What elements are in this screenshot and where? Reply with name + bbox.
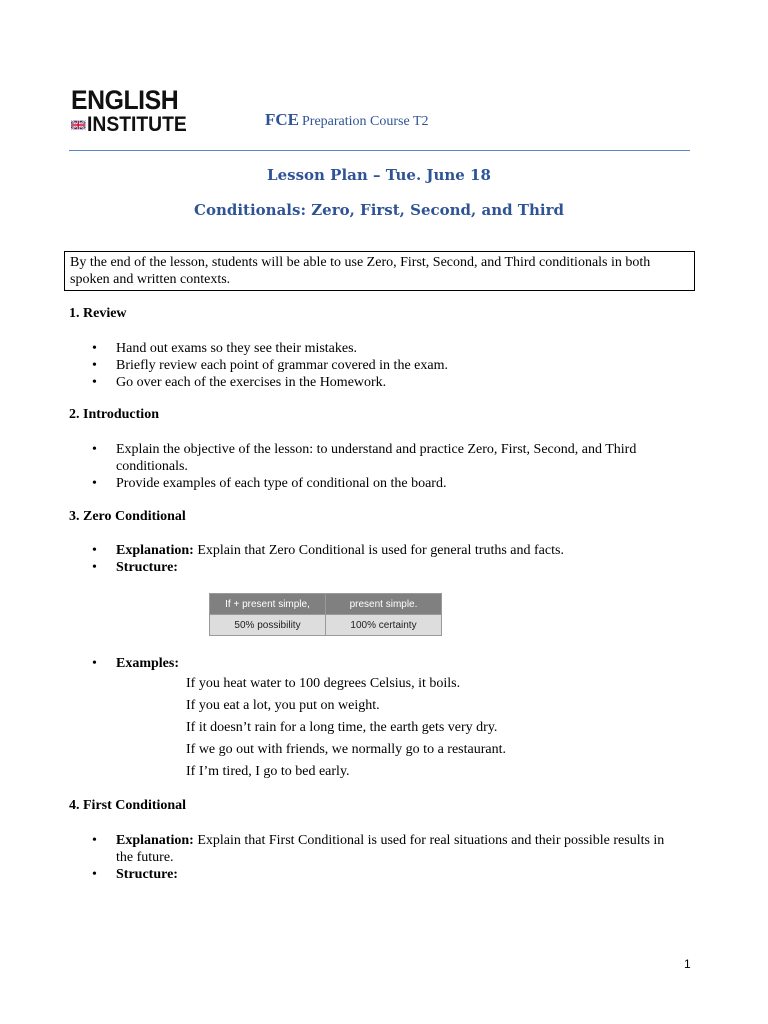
list-item <box>92 542 672 559</box>
list-item <box>92 655 672 672</box>
bullet-icon: • <box>92 560 97 575</box>
list-item <box>92 340 672 357</box>
zero-conditional-bullets <box>92 542 672 576</box>
logo-line-english: ENGLISH <box>71 85 179 115</box>
examples-bullet <box>92 655 672 672</box>
logo-bottom-row <box>71 114 195 136</box>
structure-label: Structure: <box>116 560 178 575</box>
review-bullets <box>92 340 672 391</box>
list-item-text: Hand out exams so they see their mistakes. <box>116 341 358 356</box>
list-item <box>92 374 672 391</box>
examples-list <box>186 673 506 783</box>
example-sentence: If I’m tired, I go to bed early. <box>186 764 350 779</box>
english-institute-logo <box>71 87 195 137</box>
table-header-row <box>210 594 442 615</box>
example-sentence: If you eat a lot, you put on weight. <box>186 698 380 713</box>
bullet-icon: • <box>92 833 97 848</box>
list-item-text: Briefly review each point of grammar covered in the exam. <box>116 358 448 373</box>
course-name: Preparation Course T2 <box>302 114 429 129</box>
logo-line-institute: INSTITUTE <box>86 113 187 136</box>
explanation-label: Explanation: <box>116 543 194 558</box>
examples-label: Examples: <box>116 656 179 671</box>
bullet-icon: • <box>92 442 97 457</box>
list-item-text: Provide examples of each type of conditional on the board. <box>116 476 447 491</box>
bullet-icon: • <box>92 656 97 671</box>
table-header-cell: If + present simple, <box>210 594 326 615</box>
list-item <box>92 357 672 374</box>
list-item <box>92 475 672 492</box>
structure-label: Structure: <box>116 867 178 882</box>
zero-conditional-structure-table <box>209 593 442 636</box>
bullet-icon: • <box>92 867 97 882</box>
bullet-icon: • <box>92 543 97 558</box>
section-heading-first-conditional: 4. First Conditional <box>69 798 187 813</box>
section-heading-zero-conditional: 3. Zero Conditional <box>69 509 186 524</box>
list-item-text: Explain the objective of the lesson: to understand and practice Zero, First, Second, and Third conditionals. <box>116 442 637 474</box>
lesson-subtitle: Conditionals: Zero, First, Second, and Third <box>194 201 564 219</box>
list-item <box>92 559 672 576</box>
table-row <box>210 615 442 636</box>
explanation-text: Explain that First Conditional is used for real situations and their possible results in the future. <box>116 833 665 865</box>
bullet-icon: • <box>92 476 97 491</box>
objective-box: By the end of the lesson, students will be able to use Zero, First, Second, and Third conditionals in both spoken and written contexts. <box>64 251 695 291</box>
bullet-icon: • <box>92 341 97 356</box>
course-header <box>265 110 429 130</box>
section-heading-introduction: 2. Introduction <box>69 407 159 422</box>
list-item <box>92 441 672 475</box>
union-jack-flag-icon <box>71 115 86 135</box>
section-heading-review: 1. Review <box>69 306 127 321</box>
explanation-text: Explain that Zero Conditional is used for general truths and facts. <box>193 543 564 558</box>
table-header-cell: present simple. <box>326 594 442 615</box>
list-item <box>92 832 672 866</box>
lesson-title: Lesson Plan – Tue. June 18 <box>267 166 491 184</box>
table-cell: 50% possibility <box>210 615 326 636</box>
header-divider <box>69 150 690 151</box>
bullet-icon: • <box>92 375 97 390</box>
example-sentence: If we go out with friends, we normally go to a restaurant. <box>186 742 506 757</box>
bullet-icon: • <box>92 358 97 373</box>
page-number: 1 <box>684 957 691 971</box>
example-sentence: If it doesn’t rain for a long time, the earth gets very dry. <box>186 720 498 735</box>
explanation-label: Explanation: <box>116 833 194 848</box>
first-conditional-bullets <box>92 832 672 883</box>
introduction-bullets <box>92 441 672 492</box>
table-cell: 100% certainty <box>326 615 442 636</box>
example-sentence: If you heat water to 100 degrees Celsius, it boils. <box>186 676 461 691</box>
list-item-text: Go over each of the exercises in the Homework. <box>116 375 387 390</box>
list-item <box>92 866 672 883</box>
course-abbr: FCE <box>265 110 299 129</box>
